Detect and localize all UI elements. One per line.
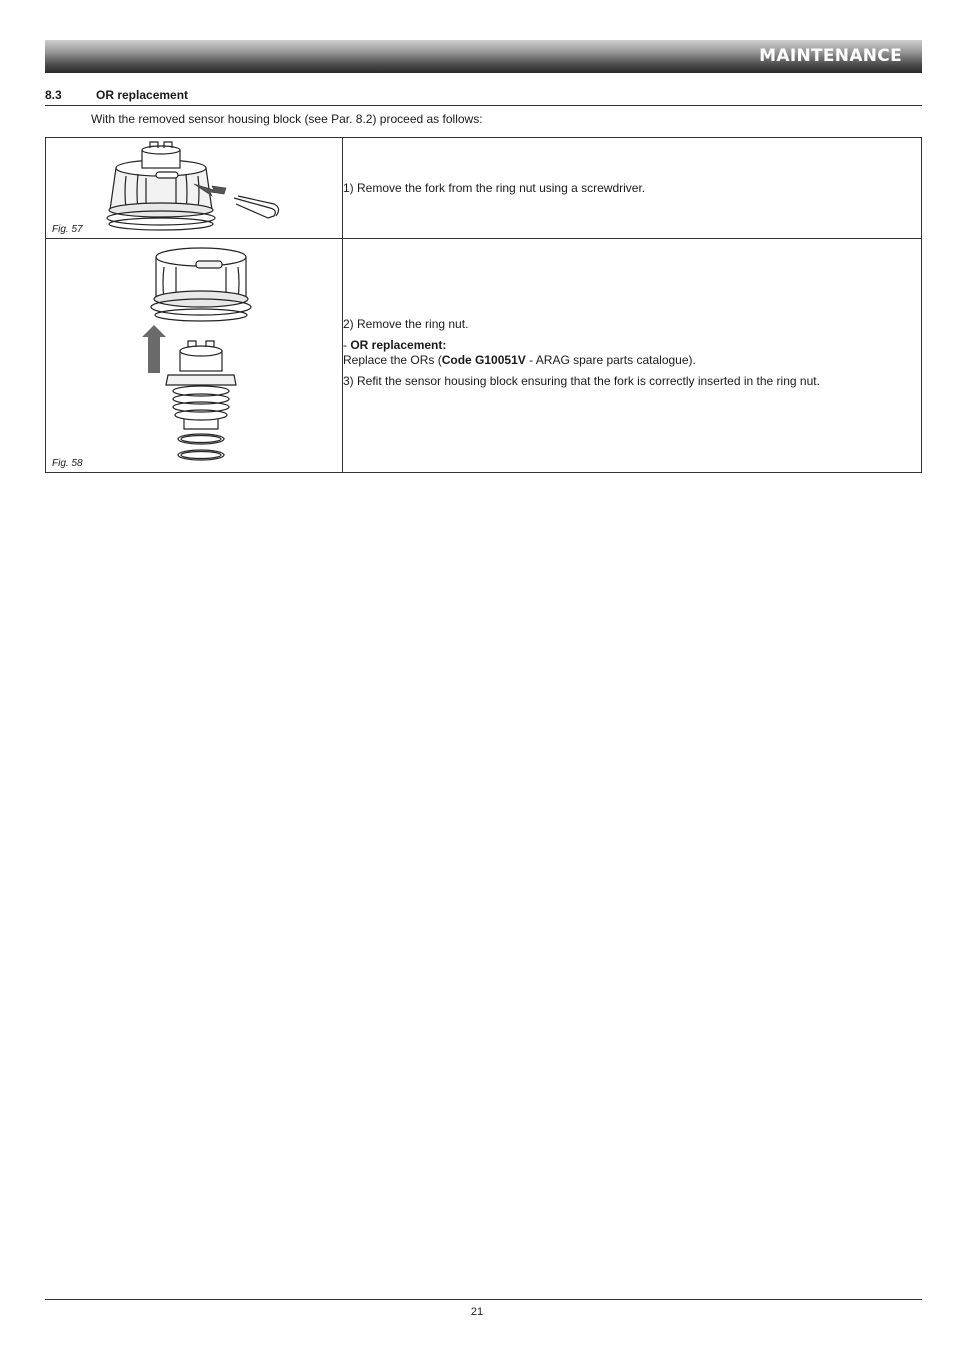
section-heading [45,88,922,106]
or-replacement-title: OR replacement: [350,337,447,352]
step-row-1 [46,138,922,239]
figure-cell-58 [46,239,343,473]
section-title: OR replacement [96,88,189,102]
step-1-text: 1) Remove the fork from the ring nut using a screwdriver. [343,180,646,195]
intro-text: With the removed sensor housing block (see Par. 8.2) proceed as follows: [91,112,483,126]
header-bar [45,40,922,73]
steps-table [45,137,922,473]
step-2-text: 2) Remove the ring nut. [343,316,469,331]
figure-cell-57 [46,138,343,239]
replace-text-pre: Replace the ORs ( [343,352,442,367]
section-number: 8.3 [45,88,62,102]
replace-text-post: - ARAG spare parts catalogue). [525,352,696,367]
header-title: MAINTENANCE [759,46,902,66]
page-number: 21 [470,1306,484,1318]
step-row-2 [46,239,922,473]
ring-nut-disassembly-illustration [46,239,342,472]
or-prefix: - [343,337,351,352]
or-replacement-block [343,338,921,368]
fork-removal-illustration [46,138,342,238]
step-3-text: 3) Refit the sensor housing block ensuring that the fork is correctly inserted in the ring nut. [343,373,820,388]
figure-label-58: Fig. 58 [52,458,83,469]
step-text-cell-2 [343,239,922,473]
footer-divider [45,1299,922,1300]
step-text-cell-1 [343,138,922,239]
spare-part-code: Code G10051V [441,352,526,367]
figure-label-57: Fig. 57 [52,224,83,235]
